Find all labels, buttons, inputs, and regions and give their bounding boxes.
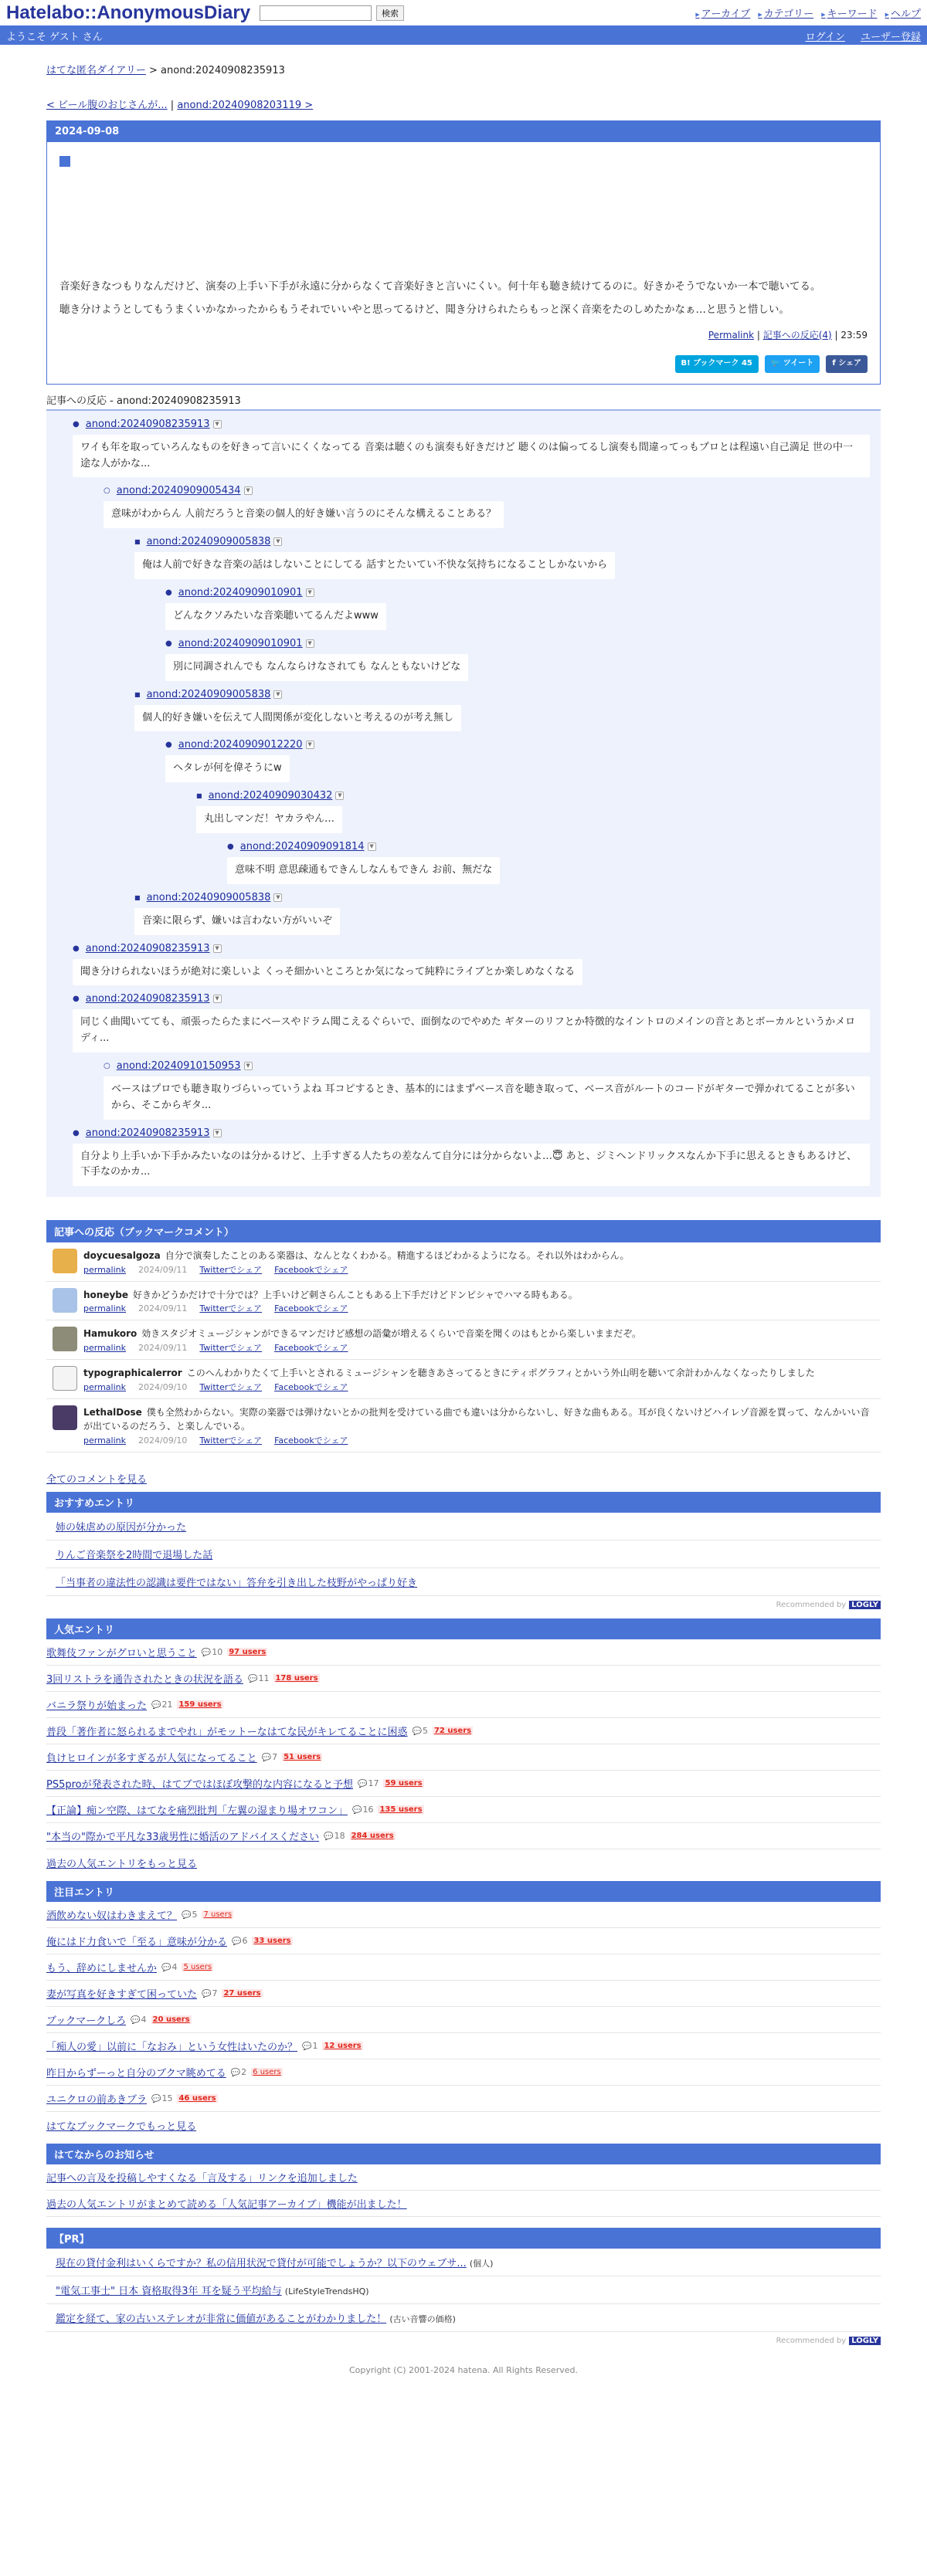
ref-text: どんなクソみたいな音楽聴いてるんだよwww	[165, 603, 386, 630]
ref-link[interactable]: ● anond:20240909010901	[178, 587, 303, 599]
ref-text: ベースはプロでも聴き取りづらいっていうよね 耳コピするとき、基本的にはまずベース音を聴き取って、ベース音がルートのコードがギターで弾かれてることが多いから、そこからギタ...	[104, 1076, 870, 1120]
bookmark-text: 自分で演奏したことのある楽器は、なんとなくわかる。精進するほどわかるようになる。それ以外はわからん。	[165, 1250, 630, 1262]
ref-link[interactable]: ○ anond:20240909005434	[116, 485, 241, 497]
subheader-bar	[0, 26, 927, 45]
logly-logo[interactable]: LOGLY	[849, 2337, 881, 2345]
ref-link[interactable]: ■ anond:20240909005838	[146, 688, 271, 700]
expand-toggle-icon[interactable]: ▼	[213, 420, 222, 429]
ref-item	[165, 587, 870, 630]
expand-toggle-icon[interactable]: ▼	[244, 486, 253, 495]
search-button[interactable]: 検索	[376, 5, 404, 21]
bookmark-comments-list	[46, 1242, 881, 1452]
bookmark-date: 2024/09/11	[138, 1303, 188, 1314]
bookmark-comment	[46, 1282, 881, 1321]
expand-toggle-icon[interactable]: ▼	[244, 1062, 253, 1070]
ref-item	[134, 689, 870, 732]
users-count[interactable]: 159 users	[178, 1700, 222, 1709]
bookmark-text: このへんわかりたくて上手いとされるミュージシャンを聴きあさってるときにティポグラフィとかいう外山明を聴いて余計わかんなくなったりしました	[186, 1368, 815, 1379]
popular-title: 人気エントリ	[46, 1618, 881, 1639]
ref-link[interactable]: ■ anond:20240909005838	[146, 891, 271, 903]
hot-entry-row	[46, 1744, 881, 1771]
users-count[interactable]: 5 users	[183, 1962, 212, 1971]
tweet-label: ツイート	[783, 359, 814, 368]
users-count[interactable]: 59 users	[385, 1778, 423, 1788]
ref-link[interactable]: ● anond:20240908235913	[85, 1127, 210, 1139]
hot-entry-link[interactable]: 【正論】痴ン空際、はてなを痛烈批判「左翼の湿まり場オワコン」	[46, 1805, 348, 1817]
copyright: Copyright (C) 2001-2024 hatena. All Rights Reserved.	[349, 2364, 578, 2375]
recommend-entry[interactable]: 「当事者の違法性の認識は要件ではない」答弁を引き出した枝野がやっぱり好き	[56, 1577, 418, 1589]
ref-item	[73, 993, 870, 1052]
twitter-share-link[interactable]: Twitterでシェア	[199, 1435, 263, 1446]
recommend-entry[interactable]: りんご音楽祭を2時間で退場した話	[56, 1549, 213, 1561]
pr-title: 【PR】	[46, 2228, 881, 2249]
bookmark-user[interactable]: honeybe	[83, 1289, 129, 1300]
comment-count: 💬 4	[161, 1962, 177, 1972]
hot-entry-row	[46, 2033, 881, 2059]
ref-link[interactable]: ● anond:20240908235913	[85, 418, 210, 430]
notice-link[interactable]: 過去の人気エントリがまとめて読める「人気記事アーカイブ」機能が出ました！	[46, 2198, 407, 2211]
recommend-title: おすすめエントリ	[46, 1492, 881, 1513]
ref-link[interactable]: ● anond:20240909012220	[178, 739, 303, 751]
ref-text: 聞き分けられないほうが絶対に楽しいよ くっそ細かいところとか気になって純粋にライブとか楽しめなくなる	[73, 959, 582, 986]
bookmark-comments-title: 記事への反応（ブックマークコメント）	[46, 1220, 881, 1242]
comment-count: 💬 15	[151, 2093, 172, 2103]
users-count[interactable]: 178 users	[275, 1673, 318, 1683]
more-popular-link[interactable]: 過去の人気エントリをもっと見る	[46, 1858, 198, 1870]
comment-count: 💬 17	[358, 1778, 379, 1788]
ref-text: ワイも年を取っていろんなものを好きって言いにくくなってる 音楽は聴くのも演奏も好きだけど 聴くのは偏ってるし演奏も間違ってっもプロとは程遠い自己満足 世の中一途な人がかな...	[73, 435, 870, 478]
recommend-entry[interactable]: 姉の妹虐めの原因が分かった	[56, 1521, 187, 1534]
ref-item	[104, 485, 870, 528]
ref-text: 個人的好き嫌いを伝えて人間関係が変化しないと考えるのが考え無し	[134, 705, 461, 732]
breadcrumb-sep: >	[148, 65, 158, 76]
pr-link[interactable]: "電気工事士" 日本 資格取得3年 耳を疑う平均給与	[56, 2285, 282, 2297]
bookmark-text: 好きかどうかだけで十分では？上手いけど刺さらんこともある上下手だけどドンピシャでハマる時もある。	[133, 1289, 578, 1300]
hot-entry-row	[46, 1823, 881, 1849]
ref-item	[134, 892, 870, 935]
hot-entry-link[interactable]: ユニクロの前あきブラ	[46, 2093, 148, 2106]
section-marker-icon[interactable]	[59, 156, 70, 167]
ref-link[interactable]: ● anond:20240909010901	[178, 637, 303, 649]
avatar[interactable]	[53, 1405, 77, 1430]
pr-source: (古い音響の価格)	[389, 2313, 456, 2324]
hot-entry-row	[46, 1928, 881, 1954]
permalink-link[interactable]: permalink	[83, 1303, 126, 1314]
footer-sep: |	[831, 329, 841, 341]
comment-count: 💬 5	[182, 1910, 197, 1920]
search-input[interactable]	[260, 5, 372, 21]
ref-link[interactable]: ● anond:20240908235913	[85, 993, 210, 1005]
hot-entry-row	[46, 1797, 881, 1823]
twitter-share-link[interactable]: Twitterでシェア	[199, 1381, 263, 1392]
hot-entry-row	[46, 1692, 881, 1718]
more-attention-link[interactable]: はてなブックマークでもっと見る	[46, 2120, 197, 2133]
comment-count: 💬 4	[131, 2015, 146, 2025]
users-count[interactable]: 33 users	[253, 1936, 291, 1945]
users-count[interactable]: 46 users	[178, 2093, 216, 2103]
avatar[interactable]	[53, 1288, 77, 1313]
users-count[interactable]: 7 users	[203, 1910, 233, 1919]
pr-link[interactable]: 鑑定を経て、家の古いステレオが非常に価値があることがわかりました！	[56, 2313, 387, 2325]
hot-entry-link[interactable]: 負けヒロインが多すぎるが人気になってること	[46, 1752, 257, 1764]
hot-entry-link[interactable]: 「痴人の愛」以前に「なおみ」という女性はいたのか？	[46, 2041, 298, 2053]
hot-entry-row	[46, 1639, 881, 1666]
hot-entry-link[interactable]: 昨日からずーっと自分のブクマ眺めてる	[46, 2067, 226, 2079]
refs-title: 記事への反応 - anond:20240908235913	[46, 392, 881, 411]
expand-toggle-icon[interactable]: ▼	[273, 537, 282, 546]
all-comments-link[interactable]: 全てのコメントを見る	[46, 1473, 148, 1486]
hot-entry-link[interactable]: PS5proが発表された時、はてブではほぼ攻撃的な内容になると予想	[46, 1778, 354, 1791]
comment-count: 💬 6	[232, 1936, 247, 1946]
bookmark-text: 僕も全然わからない。実際の楽器では弾けないとかの批判を受けている曲でも違いは分からないし、好きな曲もある。耳が良くないけどハイレゾ音源を買って、なんかいい音が出ているのだろう、と楽しんでいる。	[83, 1406, 870, 1432]
attention-title: 注目エントリ	[46, 1881, 881, 1902]
register-link[interactable]: ユーザー登録	[860, 31, 921, 43]
entry-date: 2024-09-08	[47, 121, 880, 142]
hot-entry-row	[46, 1954, 881, 1981]
facebook-share-link[interactable]: Facebookでシェア	[274, 1343, 348, 1354]
next-entry-link[interactable]: anond:20240908203119 >	[177, 100, 314, 111]
comment-count: 💬 1	[302, 2041, 317, 2051]
hot-entry-row	[46, 2059, 881, 2086]
bookmark-user[interactable]: doycuesalgoza	[83, 1250, 161, 1262]
ref-item	[73, 943, 870, 986]
comment-count: 💬 10	[202, 1647, 222, 1657]
users-count[interactable]: 27 users	[223, 1988, 261, 1998]
hot-entry-row	[46, 2007, 881, 2033]
site-logo[interactable]: Hatelabo::AnonymousDiary	[6, 2, 251, 23]
header-nav	[695, 5, 921, 20]
facebook-share-button[interactable]	[826, 355, 868, 373]
avatar[interactable]	[53, 1249, 77, 1273]
users-count[interactable]: 12 users	[324, 2041, 362, 2050]
nav-category[interactable]: ▶ カテゴリー	[758, 5, 813, 20]
breadcrumb-current: anond:20240908235913	[161, 65, 285, 76]
facebook-icon: f	[832, 359, 839, 368]
footer-sep: |	[754, 329, 763, 341]
comment-count: 💬 7	[262, 1752, 277, 1762]
hot-entry-row	[46, 1666, 881, 1692]
users-count[interactable]: 51 users	[284, 1752, 321, 1761]
nav-keyword[interactable]: ▶ キーワード	[821, 5, 877, 20]
hot-entry-row	[46, 1902, 881, 1928]
ref-item	[73, 419, 870, 478]
logly-text: Recommended by	[776, 1600, 847, 1609]
ref-item	[227, 841, 870, 884]
expand-toggle-icon[interactable]: ▼	[335, 791, 344, 800]
breadcrumb	[46, 62, 881, 76]
ref-item	[165, 739, 870, 782]
facebook-share-link[interactable]: Facebookでシェア	[274, 1264, 348, 1275]
expand-toggle-icon[interactable]: ▼	[273, 893, 282, 902]
bookmark-comment	[46, 1360, 881, 1399]
ref-item	[73, 1127, 870, 1187]
hot-entry-row	[46, 2086, 881, 2112]
hot-entry-row	[46, 1718, 881, 1744]
ref-item	[196, 790, 870, 833]
expand-toggle-icon[interactable]: ▼	[306, 639, 314, 648]
share-label: シェア	[838, 359, 861, 368]
bookmark-date: 2024/09/11	[138, 1264, 188, 1275]
pr-link[interactable]: 現在の貸付金利はいくらですか？私の信用状況で貸付が可能でしょうか？以下のウェブサ...	[56, 2257, 467, 2269]
comment-count: 💬 21	[151, 1700, 172, 1710]
twitter-share-link[interactable]: Twitterでシェア	[199, 1264, 263, 1275]
bookmark-user[interactable]: LethalDose	[83, 1406, 142, 1418]
ref-text: 俺は人前で好きな音楽の話はしないことにしてる 話すとたいてい不快な気持ちになることしかないから	[134, 552, 615, 579]
permalink-link[interactable]: permalink	[83, 1264, 126, 1275]
hot-entry-row	[46, 1981, 881, 2007]
users-count[interactable]: 6 users	[253, 2067, 281, 2076]
ref-item	[104, 1060, 870, 1120]
permalink-link[interactable]: permalink	[83, 1381, 126, 1392]
bookmark-user[interactable]: Hamukoro	[83, 1328, 138, 1340]
logly-logo[interactable]: LOGLY	[849, 1601, 881, 1609]
nav-help[interactable]: ▶ ヘルプ	[885, 5, 921, 20]
ref-text: 別に同調されんでも なんならけなされても なんともないけどな	[165, 654, 468, 681]
avatar[interactable]	[53, 1327, 77, 1351]
expand-toggle-icon[interactable]: ▼	[306, 741, 314, 749]
expand-toggle-icon[interactable]: ▼	[213, 1129, 222, 1137]
diary-entry	[46, 120, 881, 385]
login-link[interactable]: ログイン	[805, 31, 845, 43]
entry-paragraph: 音楽好きなつもりなんだけど、演奏の上手い下手が永遠に分からなくて音楽好きと言いにくい。何十年も聴き続けてるのに。好きかそうでないか一本で聴いてる。	[59, 280, 821, 293]
notice-link[interactable]: 記事への言及を投稿しやすくなる「言及する」リンクを追加しました	[46, 2172, 358, 2185]
refs-tree	[46, 411, 881, 1197]
ref-link[interactable]: ■ anond:20240909030432	[208, 790, 333, 802]
permalink-link[interactable]: permalink	[83, 1343, 126, 1354]
ref-text: 丸出しマンだ！ヤカラやん…	[196, 806, 342, 833]
hatena-bookmark-button[interactable]: B! ブックマーク 45	[675, 355, 759, 373]
pr-source: (個人)	[469, 2258, 494, 2269]
refs-link[interactable]: 記事への反応(4)	[762, 329, 832, 341]
bookmark-comment	[46, 1399, 881, 1452]
ref-text: 意味がわからん 人前だろうと音楽の個人的好き嫌い言うのにそんな構えることある？	[104, 501, 504, 528]
users-count[interactable]: 97 users	[229, 1647, 267, 1656]
permalink-link[interactable]: Permalink	[708, 329, 755, 341]
bookmark-date: 2024/09/10	[138, 1435, 188, 1446]
facebook-share-link[interactable]: Facebookでシェア	[274, 1435, 348, 1446]
users-count[interactable]: 72 users	[433, 1726, 472, 1735]
comment-count: 💬 5	[412, 1726, 427, 1736]
expand-toggle-icon[interactable]: ▼	[213, 995, 222, 1003]
comment-count: 💬 7	[202, 1988, 217, 1998]
ref-text: 意味不明 意思疎通もできんしなんもできん お前、無だな	[227, 857, 500, 884]
welcome-text: ようこそ ゲスト さん	[6, 31, 103, 43]
hot-entry-link[interactable]: "本当の"際かで平凡な33歳男性に婚活のアドバイスください	[46, 1831, 320, 1843]
entry-footer	[59, 328, 868, 344]
expand-toggle-icon[interactable]: ▼	[368, 842, 376, 851]
hot-entry-link[interactable]: 俺にはド力食いで「至る」意味が分かる	[46, 1936, 228, 1948]
tweet-button[interactable]	[765, 355, 820, 373]
comment-count: 💬 11	[248, 1673, 269, 1683]
hot-entry-link[interactable]: 妻が写真を好きすぎて困っていた	[46, 1988, 198, 2001]
header-bar	[0, 0, 927, 26]
comment-count: 💬 2	[231, 2067, 246, 2077]
notice-title: はてなからのお知らせ	[46, 2144, 881, 2164]
ref-text: 同じく曲聞いてても、頑張ったらたまにベースやドラム聞こえるぐらいで、面倒なのでやめた ギターのリフとか特徴的なイントロのメインの音とあとボーカルというかメロディ...	[73, 1009, 870, 1052]
ref-item	[134, 536, 870, 579]
ref-link[interactable]: ■ anond:20240909005838	[146, 536, 271, 548]
bookmark-comment	[46, 1320, 881, 1360]
popular-list	[46, 1639, 881, 1849]
bookmark-text: 効きスタジオミュージシャンができるマンだけど感想の語彙が増えるくらいで音楽を聞くのはもとから楽しいままだぞ。	[141, 1328, 642, 1340]
facebook-share-link[interactable]: Facebookでシェア	[274, 1381, 348, 1392]
hot-entry-link[interactable]: 普段「著作者に怒られるまでやれ」がモットーなはてな民がキレてることに困惑	[46, 1726, 408, 1738]
bookmark-date: 2024/09/11	[138, 1343, 188, 1354]
expand-toggle-icon[interactable]: ▼	[213, 944, 222, 953]
bookmark-date: 2024/09/10	[138, 1381, 188, 1392]
share-buttons	[59, 355, 868, 378]
hot-entry-row	[46, 1771, 881, 1797]
bookmark-comment	[46, 1242, 881, 1282]
twitter-share-link[interactable]: Twitterでシェア	[199, 1343, 263, 1354]
twitter-icon: 🐦	[770, 359, 783, 368]
main-content	[46, 45, 881, 2391]
comment-count: 💬 18	[324, 1831, 345, 1841]
ref-text: 音楽に限らず、嫌いは言わない方がいいぞ	[134, 908, 340, 935]
hot-entry-link[interactable]: ブックマークしろ	[46, 2015, 127, 2027]
breadcrumb-root[interactable]: はてな匿名ダイアリー	[46, 65, 146, 76]
pr-source: (LifeStyleTrendsHQ)	[284, 2286, 369, 2296]
hot-entry-link[interactable]: 酒飲めない奴はわきまえて？	[46, 1910, 178, 1922]
users-count[interactable]: 20 users	[152, 2015, 190, 2024]
logly-text: Recommended by	[776, 2336, 847, 2345]
entry-time: 23:59	[840, 329, 868, 341]
entry-paragraph: 聴き分けようとしてもうまくいかなかったからもうそれでいいやと思ってるけど、聞き分けられたらもっと深く音楽をたのしめたかなぁ…と思うと惜しい。	[59, 303, 789, 317]
avatar[interactable]	[53, 1366, 77, 1391]
facebook-share-link[interactable]: Facebookでシェア	[274, 1303, 348, 1314]
prev-entry-link[interactable]: < ビール腹のおじさんが...	[46, 100, 168, 111]
expand-toggle-icon[interactable]: ▼	[306, 588, 314, 597]
expand-toggle-icon[interactable]: ▼	[273, 690, 282, 699]
comment-count: 💬 16	[352, 1805, 373, 1815]
hot-entry-link[interactable]: バニラ祭りが始まった	[46, 1700, 148, 1712]
ref-item	[165, 638, 870, 681]
ref-text: 自分より上手いか下手かみたいなのは分かるけど、上手すぎる人たちの差なんて自分には分からないよ…😇 あと、ジミヘンドリックスなんか下手に思えるときもあるけど、下手なのかカ...	[73, 1144, 870, 1187]
ref-text: ヘタレが何を偉そうにw	[165, 755, 290, 782]
ref-link[interactable]: ○ anond:20240910150953	[116, 1059, 241, 1072]
permalink-link[interactable]: permalink	[83, 1435, 126, 1446]
hot-entry-link[interactable]: 歌舞伎ファンがグロいと思うこと	[46, 1647, 197, 1659]
attention-list	[46, 1902, 881, 2112]
twitter-share-link[interactable]: Twitterでシェア	[199, 1303, 263, 1314]
hot-entry-link[interactable]: もう、辞めにしませんか	[46, 1962, 158, 1974]
nav-archive[interactable]: ▶ アーカイブ	[695, 5, 750, 20]
bookmark-user[interactable]: typographicalerror	[83, 1368, 182, 1379]
hot-entry-link[interactable]: 3回リストラを通告されたときの状況を語る	[46, 1673, 244, 1686]
pager-sep: |	[167, 100, 178, 111]
logly-credit	[46, 2332, 881, 2350]
ref-link[interactable]: ● anond:20240908235913	[85, 942, 210, 954]
entry-pager	[46, 97, 881, 111]
logly-credit	[46, 1596, 881, 1614]
users-count[interactable]: 135 users	[379, 1805, 423, 1814]
ref-link[interactable]: ● anond:20240909091814	[239, 841, 365, 852]
users-count[interactable]: 284 users	[351, 1831, 394, 1840]
